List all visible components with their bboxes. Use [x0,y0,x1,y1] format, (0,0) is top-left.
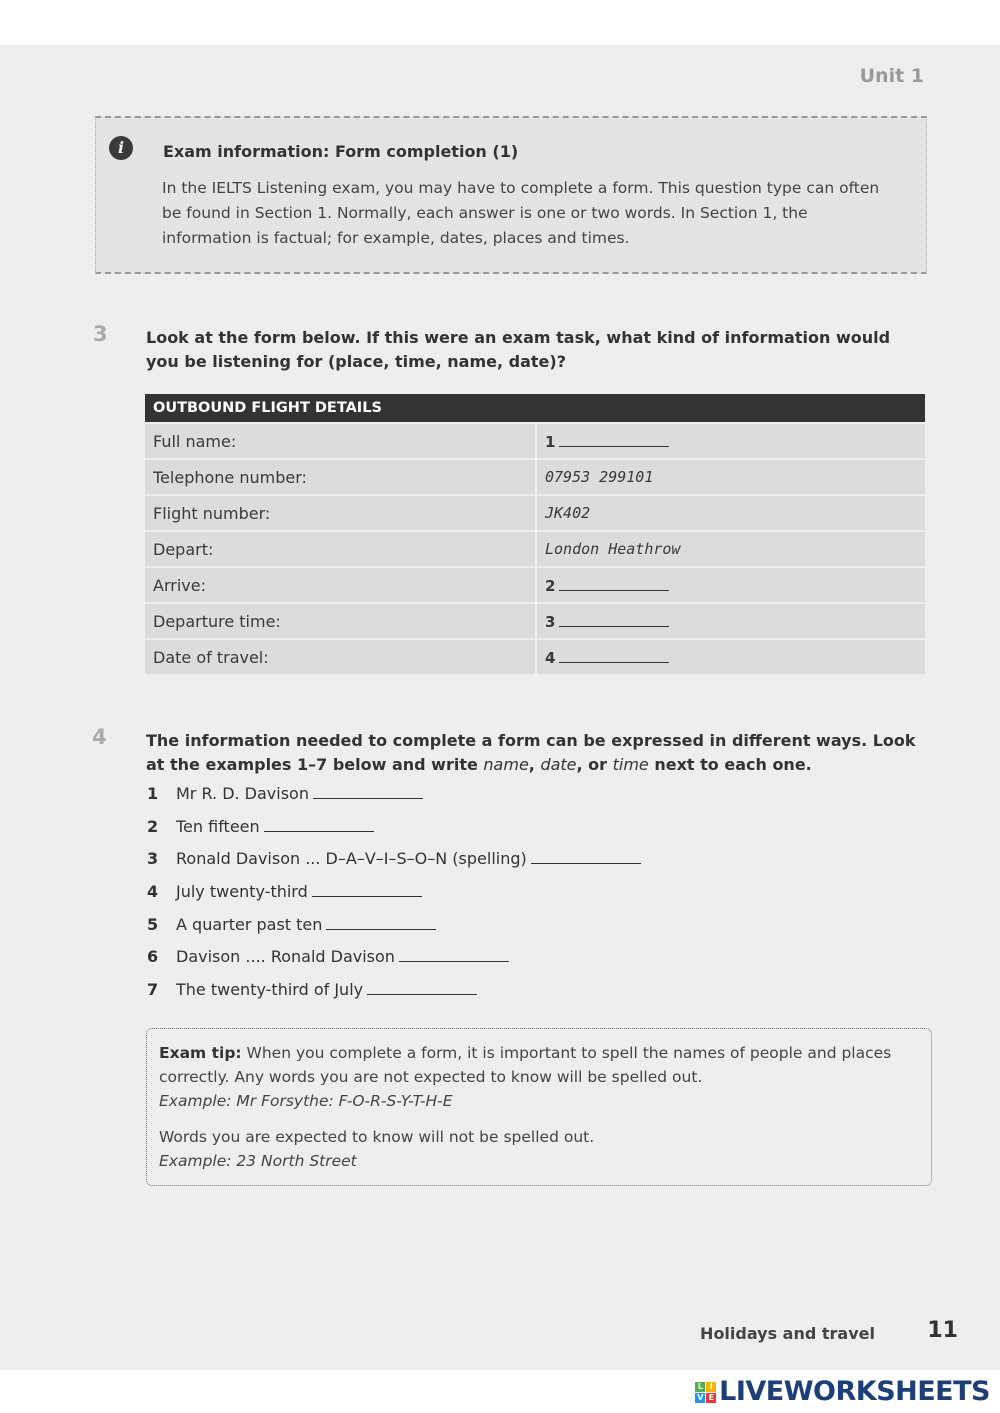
answer-blank[interactable] [367,980,477,995]
form-value: 07953 299101 [545,468,654,486]
q4-word-date: date [540,755,577,774]
logo-text: LIVEWORKSHEETS [719,1376,990,1407]
exam-tip-box [146,1028,932,1186]
example-number: 2 [147,816,159,836]
q4-text-a: The information needed to complete a form can be expressed in different ways. Look at the examples 1–7 below and write [146,731,916,774]
form-value-cell [536,495,925,531]
q4-word-time: time [612,755,649,774]
form-value: JK402 [545,504,591,522]
q4-sep: , [528,755,541,774]
form-label: Departure time: [145,603,536,639]
form-row [145,603,925,639]
question-3-text: Look at the form below. If this were an exam task, what kind of information would you be listening for (place, time, name, date)? [146,328,891,371]
blank-number: 1 [545,432,556,451]
form-label: Date of travel: [145,639,536,674]
question-3-number: 3 [93,322,108,346]
logo-letter-tile: E [706,1393,716,1403]
exam-information-box [95,116,927,274]
example-text: A quarter past ten [176,914,323,934]
example-text: Mr R. D. Davison [176,784,309,803]
form-value: London Heathrow [545,540,681,558]
form-row [145,567,925,603]
blank-number: 3 [545,612,556,631]
logo-letter-tile: I [706,1382,716,1392]
footer-section-title: Holidays and travel [700,1324,875,1343]
example-text: The twenty-third of July [176,980,364,1000]
example-item [147,784,641,817]
example-item [147,817,641,850]
form-row [145,423,925,459]
form-label: Arrive: [145,567,536,603]
example-number: 3 [147,849,159,869]
form-row [145,531,925,567]
answer-blank[interactable] [559,612,669,627]
example-number: 7 [147,980,159,1000]
example-text: Ronald Davison ... D–A–V–I–S–O–N (spelling) [176,849,527,869]
answer-blank[interactable] [559,432,669,447]
example-number: 5 [147,914,159,934]
example-item [147,882,641,915]
flight-details-form [145,394,925,674]
form-value-cell [536,603,925,639]
form-row [145,495,925,531]
form-value-cell [536,639,925,674]
example-text: Davison .... Ronald Davison [176,947,395,967]
question-4-text [146,729,926,777]
logo-icon [695,1382,716,1403]
tip-text-1: When you complete a form, it is important to spell the names of people and places correctly. Any words you are not expected to know will be spelled out. [159,1044,892,1086]
example-item [147,849,641,882]
q4-sep: , or [576,755,613,774]
tip-text-2: Words you are expected to know will not be spelled out. [159,1128,595,1146]
form-label: Depart: [145,531,536,567]
answer-blank[interactable] [559,648,669,663]
page-number: 11 [927,1318,958,1343]
logo-letter-tile: V [695,1393,705,1403]
q4-word-name: name [483,755,529,774]
info-icon: i [109,136,133,160]
example-item [147,915,641,948]
examples-list [147,784,641,1013]
unit-label: Unit 1 [859,65,924,87]
tip-label: Exam tip: [159,1044,242,1062]
tip-example-2: Example: 23 North Street [159,1152,357,1170]
form-label: Flight number: [145,495,536,531]
form-value-cell [536,531,925,567]
example-number: 4 [147,882,159,902]
answer-blank[interactable] [312,882,422,897]
form-label: Telephone number: [145,459,536,495]
blank-number: 4 [545,648,556,667]
example-item [147,980,641,1013]
form-value-cell [536,567,925,603]
form-value-cell [536,459,925,495]
tip-example-1: Example: Mr Forsythe: F-O-R-S-Y-T-H-E [159,1092,453,1110]
tip-para-1 [159,1041,919,1089]
form-title: OUTBOUND FLIGHT DETAILS [145,394,925,423]
answer-blank[interactable] [264,817,374,832]
form-row [145,459,925,495]
example-text: July twenty-third [176,882,308,902]
question-4-number: 4 [92,725,107,749]
info-text: In the IELTS Listening exam, you may have to complete a form. This question type can often be found in Section 1. Normally, each answer is one or two words. In Section 1, the information is factual; for example, dates, places and times. [162,179,880,247]
answer-blank[interactable] [313,784,423,799]
info-title: Exam information: Form completion (1) [163,142,519,161]
blank-number: 2 [545,576,556,595]
answer-blank[interactable] [399,947,509,962]
form-row [145,639,925,674]
example-text: Ten fifteen [176,816,260,836]
example-item [147,947,641,980]
answer-blank[interactable] [559,576,669,591]
example-number: 6 [147,947,159,967]
form-value-cell [536,423,925,459]
answer-blank[interactable] [531,849,641,864]
answer-blank[interactable] [326,915,436,930]
liveworksheets-logo [695,1376,990,1407]
q4-text-b: next to each one. [648,755,812,774]
form-label: Full name: [145,423,536,459]
logo-letter-tile: L [695,1382,705,1392]
example-number: 1 [147,784,159,803]
